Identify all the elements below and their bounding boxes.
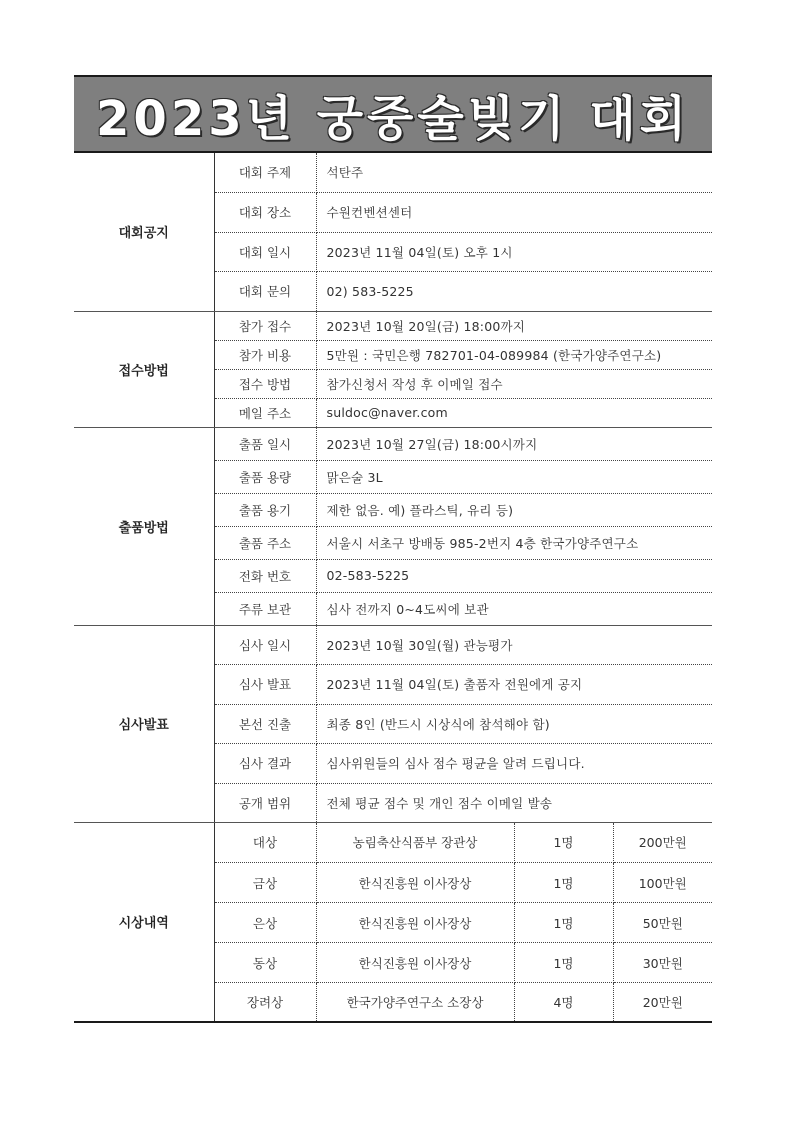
field-label: 출품 일시 — [214, 427, 316, 460]
info-row — [74, 625, 712, 664]
field-label: 참가 접수 — [214, 311, 316, 340]
section-heading: 대회공지 — [74, 153, 214, 311]
field-value: 2023년 10월 20일(금) 18:00까지 — [316, 311, 712, 340]
field-value: 2023년 10월 30일(월) 관능평가 — [316, 625, 712, 664]
award-giver: 한식진흥원 이사장상 — [316, 903, 514, 943]
field-value: 석탄주 — [316, 153, 712, 192]
info-row — [74, 153, 712, 192]
field-value: 제한 없음. 예) 플라스틱, 유리 등) — [316, 493, 712, 526]
award-count: 1명 — [514, 863, 613, 903]
award-giver: 한식진흥원 이사장상 — [316, 863, 514, 903]
field-value: 전체 평균 점수 및 개인 점수 이메일 발송 — [316, 783, 712, 822]
field-value: 수원컨벤션센터 — [316, 192, 712, 232]
field-label: 메일 주소 — [214, 398, 316, 427]
field-value: 02-583-5225 — [316, 559, 712, 592]
document — [74, 75, 712, 1023]
field-label: 참가 비용 — [214, 340, 316, 369]
field-value: 2023년 11월 04일(토) 오후 1시 — [316, 232, 712, 271]
field-label: 대회 장소 — [214, 192, 316, 232]
field-label: 대회 문의 — [214, 271, 316, 311]
award-amount: 30만원 — [613, 943, 712, 983]
field-value: 2023년 11월 04일(토) 출품자 전원에게 공지 — [316, 664, 712, 704]
field-label: 심사 발표 — [214, 664, 316, 704]
award-amount: 100만원 — [613, 863, 712, 903]
info-row — [74, 427, 712, 460]
award-amount: 50만원 — [613, 903, 712, 943]
award-row — [74, 823, 712, 863]
award-count: 1명 — [514, 823, 613, 863]
award-amount: 200만원 — [613, 823, 712, 863]
field-value: 심사위원들의 심사 점수 평균을 알려 드립니다. — [316, 743, 712, 783]
field-value: suldoc@naver.com — [316, 398, 712, 427]
award-name: 대상 — [214, 823, 316, 863]
award-amount: 20만원 — [613, 983, 712, 1022]
field-label: 심사 결과 — [214, 743, 316, 783]
awards-table — [74, 823, 712, 1023]
field-value: 5만원 : 국민은행 782701-04-089984 (한국가양주연구소) — [316, 340, 712, 369]
award-name: 장려상 — [214, 983, 316, 1022]
award-giver: 한식진흥원 이사장상 — [316, 943, 514, 983]
field-label: 출품 용량 — [214, 460, 316, 493]
award-name: 금상 — [214, 863, 316, 903]
section-heading: 심사발표 — [74, 625, 214, 822]
field-value: 참가신청서 작성 후 이메일 접수 — [316, 369, 712, 398]
field-label: 공개 범위 — [214, 783, 316, 822]
award-giver: 한국가양주연구소 소장상 — [316, 983, 514, 1022]
award-giver: 농림축산식품부 장관상 — [316, 823, 514, 863]
award-name: 은상 — [214, 903, 316, 943]
field-value: 심사 전까지 0~4도씨에 보관 — [316, 592, 712, 625]
award-count: 1명 — [514, 903, 613, 943]
info-table — [74, 153, 712, 823]
info-row — [74, 311, 712, 340]
section-heading: 시상내역 — [74, 823, 214, 1022]
award-count: 4명 — [514, 983, 613, 1022]
field-label: 출품 주소 — [214, 526, 316, 559]
field-label: 접수 방법 — [214, 369, 316, 398]
field-value: 맑은술 3L — [316, 460, 712, 493]
field-label: 주류 보관 — [214, 592, 316, 625]
section-heading: 접수방법 — [74, 311, 214, 427]
award-name: 동상 — [214, 943, 316, 983]
field-value: 최종 8인 (반드시 시상식에 참석해야 함) — [316, 704, 712, 743]
field-label: 심사 일시 — [214, 625, 316, 664]
field-label: 출품 용기 — [214, 493, 316, 526]
field-value: 2023년 10월 27일(금) 18:00시까지 — [316, 427, 712, 460]
field-label: 전화 번호 — [214, 559, 316, 592]
field-value: 02) 583-5225 — [316, 271, 712, 311]
field-label: 본선 진출 — [214, 704, 316, 743]
field-label: 대회 주제 — [214, 153, 316, 192]
title-banner — [74, 75, 712, 153]
section-heading: 출품방법 — [74, 427, 214, 625]
award-count: 1명 — [514, 943, 613, 983]
field-value: 서울시 서초구 방배동 985-2번지 4층 한국가양주연구소 — [316, 526, 712, 559]
field-label: 대회 일시 — [214, 232, 316, 271]
page-title: 2023년 궁중술빚기 대회 — [96, 90, 690, 147]
